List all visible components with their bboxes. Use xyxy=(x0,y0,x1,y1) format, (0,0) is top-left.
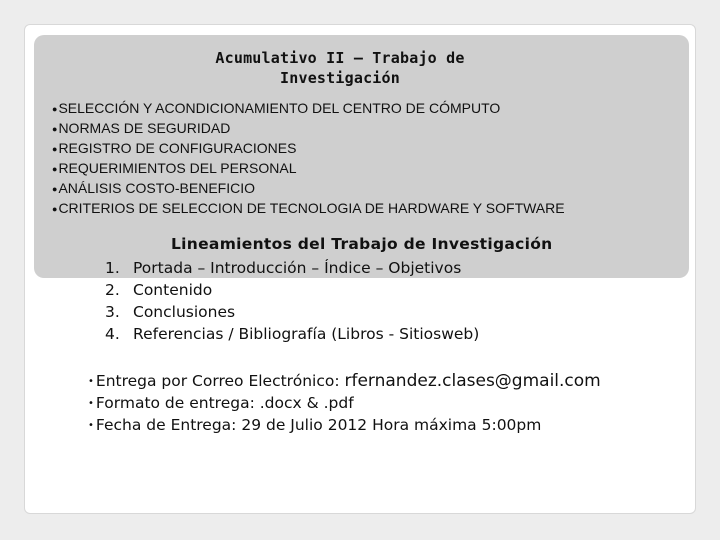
bullet-icon: ● xyxy=(52,124,58,134)
note-format xyxy=(88,392,601,414)
notes-list xyxy=(88,370,601,436)
topic-item xyxy=(52,138,565,158)
step-number: 2. xyxy=(105,281,120,299)
email-address: rfernandez.clases@gmail.com xyxy=(344,371,601,391)
step-item xyxy=(105,301,479,323)
slide-title-line-1: Acumulativo II – Trabajo de xyxy=(215,49,465,67)
bullet-icon: • xyxy=(88,420,94,431)
slide-title-line-2: Investigación xyxy=(280,69,400,87)
topic-label: REQUERIMIENTOS DEL PERSONAL xyxy=(58,160,297,176)
step-text: Contenido xyxy=(133,281,213,299)
note-email xyxy=(88,370,601,392)
bullet-icon: • xyxy=(88,398,94,409)
topic-label: ANÁLISIS COSTO-BENEFICIO xyxy=(58,180,255,196)
bullet-icon: ● xyxy=(52,104,58,114)
topic-item xyxy=(52,158,565,178)
step-number: 3. xyxy=(105,303,120,321)
topic-item xyxy=(52,118,565,138)
steps-list xyxy=(105,257,479,345)
step-item xyxy=(105,257,479,279)
topic-label: REGISTRO DE CONFIGURACIONES xyxy=(58,140,297,156)
step-text: Conclusiones xyxy=(133,303,236,321)
bullet-icon: ● xyxy=(52,184,58,194)
note-deadline xyxy=(88,414,601,436)
step-text: Referencias / Bibliografía (Libros - Sitiosweb) xyxy=(133,325,480,343)
format-text: Formato de entrega: .docx & .pdf xyxy=(95,394,354,412)
bullet-icon: ● xyxy=(52,204,58,214)
lineamientos-heading: Lineamientos del Trabajo de Investigación xyxy=(171,235,553,253)
topics-list xyxy=(52,98,565,218)
topic-item xyxy=(52,178,565,198)
topic-item xyxy=(52,198,565,218)
step-item xyxy=(105,323,479,345)
topic-label: NORMAS DE SEGURIDAD xyxy=(58,120,231,136)
step-item xyxy=(105,279,479,301)
deadline-text: Fecha de Entrega: 29 de Julio 2012 Hora máxima 5:00pm xyxy=(95,416,542,434)
slide-title xyxy=(170,48,510,88)
bullet-icon: • xyxy=(88,376,94,387)
bullet-icon: ● xyxy=(52,144,58,154)
topic-item xyxy=(52,98,565,118)
step-number: 4. xyxy=(105,325,120,343)
email-label: Entrega por Correo Electrónico: xyxy=(95,372,345,390)
step-text: Portada – Introducción – Índice – Objetivos xyxy=(133,259,462,277)
topic-label: CRITERIOS DE SELECCION DE TECNOLOGIA DE HARDWARE Y SOFTWARE xyxy=(58,200,565,216)
bullet-icon: ● xyxy=(52,164,58,174)
topic-label: SELECCIÓN Y ACONDICIONAMIENTO DEL CENTRO DE CÓMPUTO xyxy=(58,100,501,116)
step-number: 1. xyxy=(105,259,120,277)
